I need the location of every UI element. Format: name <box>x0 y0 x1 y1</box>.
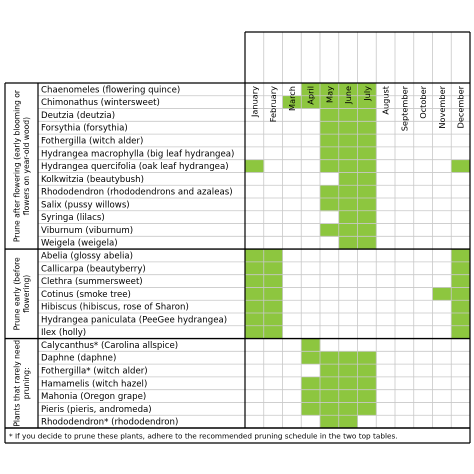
plant-name-label: Ilex (holly) <box>41 328 87 339</box>
month-fill-cell <box>264 249 283 262</box>
month-fill-cell <box>320 134 339 147</box>
plant-name-label: Syringa (lilacs) <box>41 213 105 224</box>
plant-name-label: Cotinus (smoke tree) <box>41 289 131 300</box>
month-fill-cell <box>320 402 339 415</box>
month-fill-cell <box>301 339 320 352</box>
month-fill-cell <box>320 351 339 364</box>
month-fill-cell <box>245 326 264 339</box>
month-fill-cell <box>358 211 377 224</box>
group-category-label: Prune after flowering (early blooming or <box>12 89 22 243</box>
month-fill-cell <box>358 236 377 249</box>
month-fill-cell <box>451 249 470 262</box>
month-fill-cell <box>339 211 358 224</box>
plant-name-label: Rhododendron (rhododendrons and azaleas) <box>41 187 233 198</box>
month-fill-cell <box>358 147 377 160</box>
month-fill-cell <box>245 313 264 326</box>
month-fill-cell <box>301 377 320 390</box>
month-header-label: September <box>399 86 410 132</box>
month-fill-cell <box>358 185 377 198</box>
month-fill-cell <box>451 275 470 288</box>
month-fill-cell <box>245 275 264 288</box>
plant-name-label: Calycanthus* (Carolina allspice) <box>41 340 179 351</box>
month-fill-cell <box>339 147 358 160</box>
month-fill-cell <box>264 287 283 300</box>
month-fill-cell <box>339 390 358 403</box>
month-fill-cell <box>320 364 339 377</box>
plant-name-label: Deutzia (deutzia) <box>41 110 116 121</box>
month-fill-cell <box>358 351 377 364</box>
plant-name-label: Mahonia (Oregon grape) <box>41 392 147 403</box>
month-fill-cell <box>451 300 470 313</box>
month-fill-cell <box>245 300 264 313</box>
group-category-label: Plants that rarely need <box>12 339 22 427</box>
month-fill-cell <box>245 160 264 173</box>
plant-name-label: Weigela (weigela) <box>41 238 118 249</box>
plant-name-label: Callicarpa (beautyberry) <box>41 264 146 275</box>
plant-name-label: Daphne (daphne) <box>41 353 117 364</box>
month-fill-cell <box>358 172 377 185</box>
month-header-label: April <box>305 86 316 105</box>
month-fill-cell <box>264 326 283 339</box>
month-fill-cell <box>358 121 377 134</box>
month-fill-cell <box>358 364 377 377</box>
plant-name-label: Chaenomeles (flowering quince) <box>41 85 181 96</box>
month-fill-cell <box>264 313 283 326</box>
month-fill-cell <box>451 160 470 173</box>
month-fill-cell <box>339 172 358 185</box>
month-fill-cell <box>301 351 320 364</box>
plant-name-label: Hydrangea quercifolia (oak leaf hydrangea) <box>41 162 229 173</box>
month-fill-cell <box>358 160 377 173</box>
month-fill-cell <box>264 300 283 313</box>
month-header-label: November <box>436 86 447 129</box>
month-fill-cell <box>339 415 358 428</box>
month-header-label: January <box>249 86 260 118</box>
plant-name-label: Chimonathus (wintersweet) <box>41 98 160 109</box>
month-fill-cell <box>358 134 377 147</box>
plant-name-label: Fothergilla* (witch alder) <box>41 366 148 377</box>
month-fill-cell <box>339 160 358 173</box>
month-fill-cell <box>320 185 339 198</box>
month-fill-cell <box>451 287 470 300</box>
month-fill-cell <box>320 121 339 134</box>
month-fill-cell <box>320 160 339 173</box>
plant-name-label: Hibiscus (hibiscus, rose of Sharon) <box>41 302 189 313</box>
month-fill-cell <box>339 402 358 415</box>
group-category-label: pruning: <box>22 367 32 400</box>
month-header-label: August <box>380 86 391 115</box>
month-fill-cell <box>320 109 339 122</box>
month-header-label: March <box>286 86 297 111</box>
month-fill-cell <box>433 287 452 300</box>
month-fill-cell <box>320 198 339 211</box>
month-fill-cell <box>451 262 470 275</box>
month-fill-cell <box>358 390 377 403</box>
month-fill-cell <box>451 326 470 339</box>
plant-name-label: Pieris (pieris, andromeda) <box>41 404 152 415</box>
plant-name-label: Rhododendron* (rhododendron) <box>41 417 179 428</box>
plant-name-label: Hydrangea paniculata (PeeGee hydrangea) <box>41 315 228 326</box>
plant-name-label: Abelia (glossy abelia) <box>41 251 134 262</box>
month-header-label: May <box>324 86 335 103</box>
month-fill-cell <box>245 262 264 275</box>
month-fill-cell <box>339 185 358 198</box>
plant-name-label: Fothergilla (witch alder) <box>41 136 144 147</box>
month-header-label: October <box>418 86 429 119</box>
month-fill-cell <box>245 249 264 262</box>
plant-name-label: Viburnum (viburnum) <box>41 225 134 236</box>
month-fill-cell <box>320 147 339 160</box>
month-fill-cell <box>358 377 377 390</box>
plant-name-label: Kolkwitzia (beautybush) <box>41 174 144 185</box>
month-fill-cell <box>264 275 283 288</box>
month-fill-cell <box>339 377 358 390</box>
month-fill-cell <box>339 109 358 122</box>
month-header-label: February <box>268 86 279 123</box>
month-fill-cell <box>245 287 264 300</box>
month-fill-cell <box>301 402 320 415</box>
plant-name-label: Hydrangea macrophylla (big leaf hydrangea) <box>41 149 235 160</box>
month-fill-cell <box>358 198 377 211</box>
month-fill-cell <box>339 236 358 249</box>
month-fill-cell <box>339 364 358 377</box>
month-fill-cell <box>320 377 339 390</box>
footnote-text: * If you decide to prune these plants, adhere to the recommended pruning schedule in the two top tables. <box>9 431 398 441</box>
group-category-label: Prune early (before <box>12 257 22 331</box>
month-fill-cell <box>339 351 358 364</box>
month-header-label: June <box>343 86 354 104</box>
plant-name-label: Hamamelis (witch hazel) <box>41 379 148 390</box>
month-fill-cell <box>451 313 470 326</box>
month-header-label: July <box>361 86 372 101</box>
plant-name-label: Forsythia (forsythia) <box>41 123 128 134</box>
group-category-label: flowers on year-old wood) <box>22 116 32 216</box>
month-header-label: December <box>455 86 466 129</box>
plant-name-label: Clethra (summersweet) <box>41 277 143 288</box>
month-fill-cell <box>320 415 339 428</box>
group-category-label: flowering) <box>22 274 32 313</box>
month-fill-cell <box>264 262 283 275</box>
month-fill-cell <box>301 390 320 403</box>
plant-name-label: Salix (pussy willows) <box>41 200 130 211</box>
month-fill-cell <box>320 390 339 403</box>
month-fill-cell <box>320 224 339 237</box>
month-fill-cell <box>339 224 358 237</box>
month-fill-cell <box>339 121 358 134</box>
month-fill-cell <box>358 224 377 237</box>
month-fill-cell <box>358 402 377 415</box>
month-fill-cell <box>339 134 358 147</box>
month-fill-cell <box>358 109 377 122</box>
month-fill-cell <box>339 198 358 211</box>
